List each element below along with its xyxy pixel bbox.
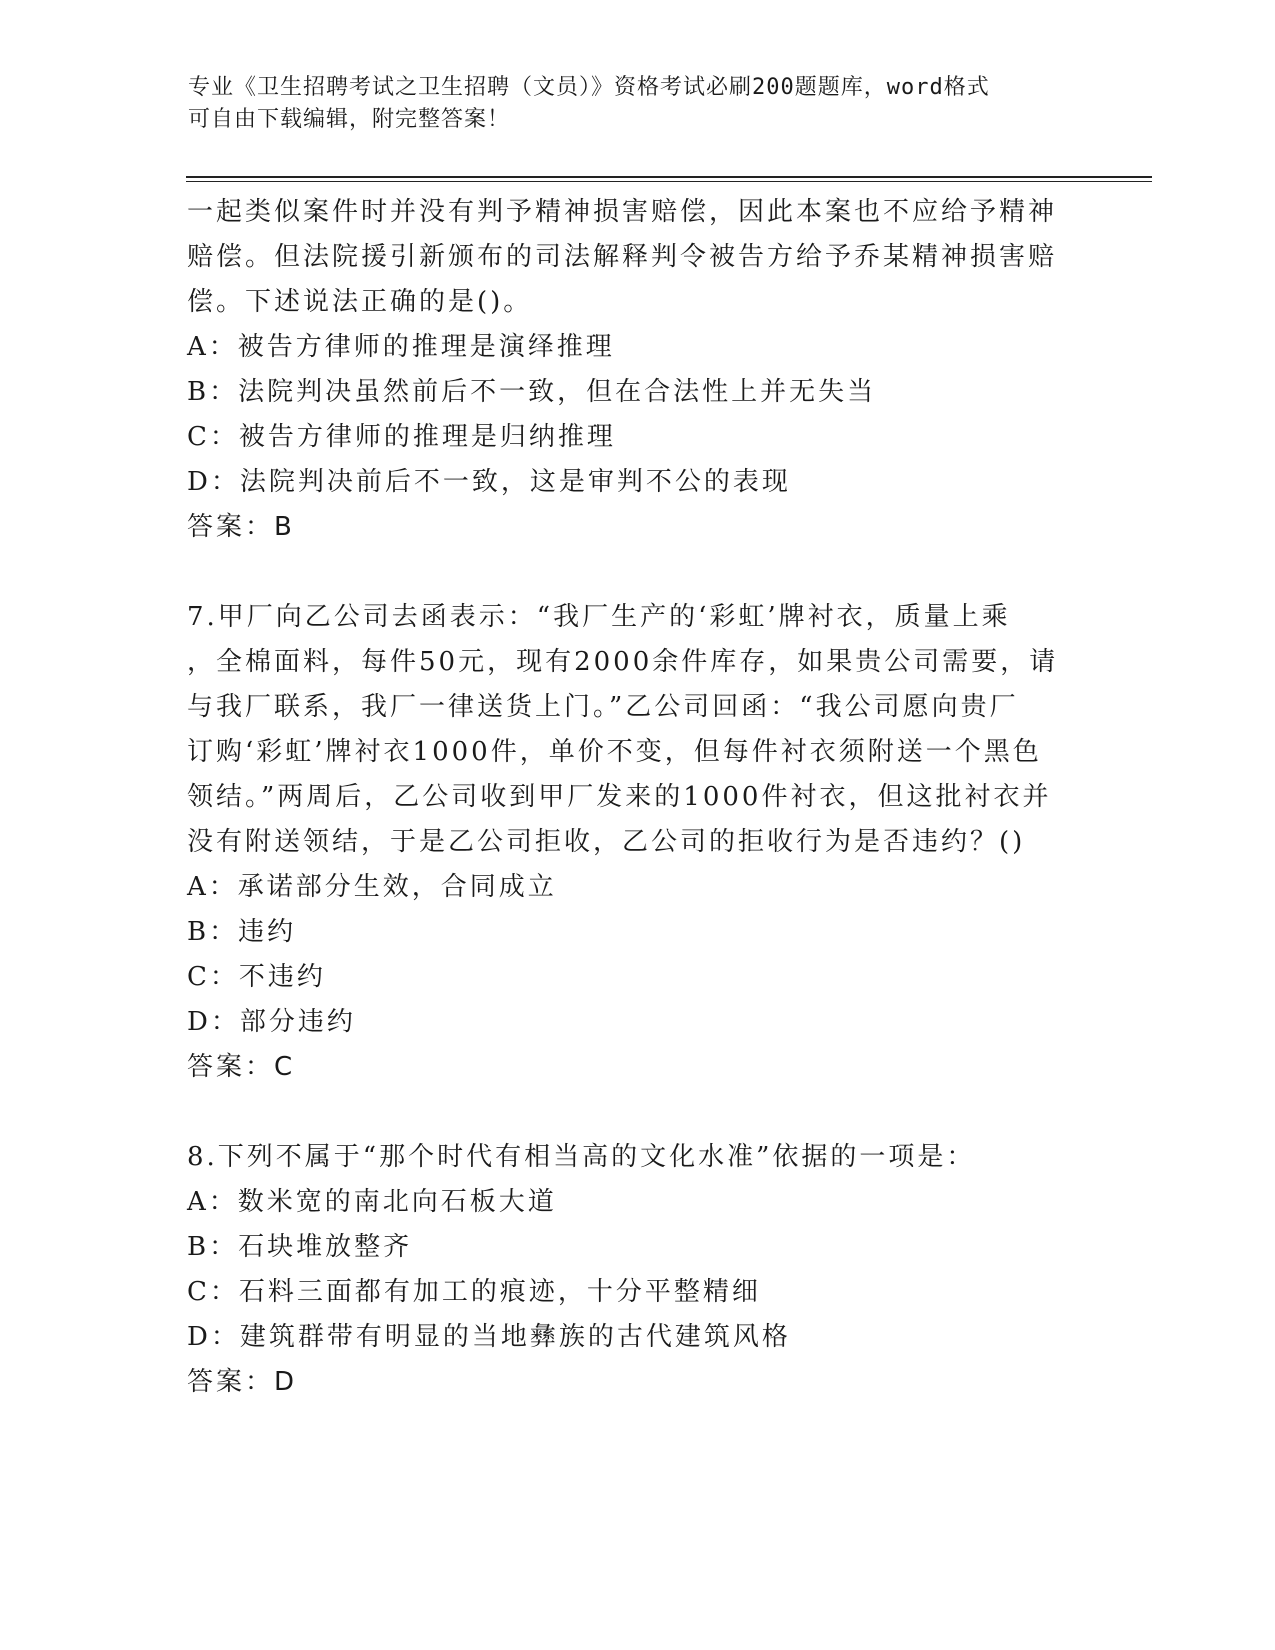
header-divider-thick (186, 176, 1152, 178)
question-7-answer: 答案：C (187, 1052, 296, 1082)
question-8-option-a: A：数米宽的南北向石板大道 (187, 1187, 557, 1217)
document-header (188, 72, 1088, 136)
question-7-text-line-3: 与我厂联系，我厂一律送货上门。”乙公司回函：“我公司愿向贵厂 (187, 692, 1019, 722)
question-6-text-line-2: 赔偿。但法院援引新颁布的司法解释判令被告方给予乔某精神损害赔 (187, 242, 1058, 272)
question-8-option-d: D：建筑群带有明显的当地彝族的古代建筑风格 (187, 1322, 791, 1352)
header-divider-thin (186, 181, 1152, 182)
question-8-option-b: B：石块堆放整齐 (187, 1232, 413, 1262)
question-7-text-line-1: 7.甲厂向乙公司去函表示：“我厂生产的‘彩虹’牌衬衣，质量上乘 (187, 602, 1011, 632)
question-7-text-line-2: ，全棉面料，每件50元，现有2000余件库存，如果贵公司需要，请 (187, 647, 1059, 677)
question-6-text-line-1: 一起类似案件时并没有判予精神损害赔偿，因此本案也不应给予精神 (187, 197, 1058, 227)
question-6-answer: 答案：B (187, 512, 295, 542)
document-body (187, 190, 1087, 1405)
question-8-answer: 答案：D (187, 1367, 298, 1397)
question-6-option-c: C：被告方律师的推理是归纳推理 (187, 422, 616, 452)
question-6 (187, 190, 1087, 550)
question-7-option-c: C：不违约 (187, 962, 326, 992)
question-6-option-a: A：被告方律师的推理是演绎推理 (187, 332, 615, 362)
spacer (187, 550, 1087, 595)
question-7 (187, 595, 1087, 1090)
question-8-option-c: C：石料三面都有加工的痕迹，十分平整精细 (187, 1277, 761, 1307)
header-line-1: 专业《卫生招聘考试之卫生招聘（文员）》资格考试必刷200题题库，word格式 (188, 75, 990, 100)
question-6-option-d: D：法院判决前后不一致，这是审判不公的表现 (187, 467, 791, 497)
question-6-option-b: B：法院判决虽然前后不一致，但在合法性上并无失当 (187, 377, 877, 407)
spacer (187, 1090, 1087, 1135)
question-8 (187, 1135, 1087, 1405)
question-7-option-b: B：违约 (187, 917, 297, 947)
question-7-text-line-5: 领结。”两周后，乙公司收到甲厂发来的1000件衬衣，但这批衬衣并 (187, 782, 1052, 812)
question-7-text-line-4: 订购‘彩虹’牌衬衣1000件，单价不变，但每件衬衣须附送一个黑色 (187, 737, 1042, 767)
question-7-option-a: A：承诺部分生效，合同成立 (187, 872, 557, 902)
question-7-text-line-6: 没有附送领结，于是乙公司拒收，乙公司的拒收行为是否违约？() (187, 827, 1026, 857)
question-7-option-d: D：部分违约 (187, 1007, 356, 1037)
question-8-text-line-1: 8.下列不属于“那个时代有相当高的文化水准”依据的一项是： (187, 1142, 976, 1172)
header-line-2: 可自由下载编辑，附完整答案！ (188, 107, 511, 132)
question-6-text-line-3: 偿。下述说法正确的是()。 (187, 287, 533, 317)
